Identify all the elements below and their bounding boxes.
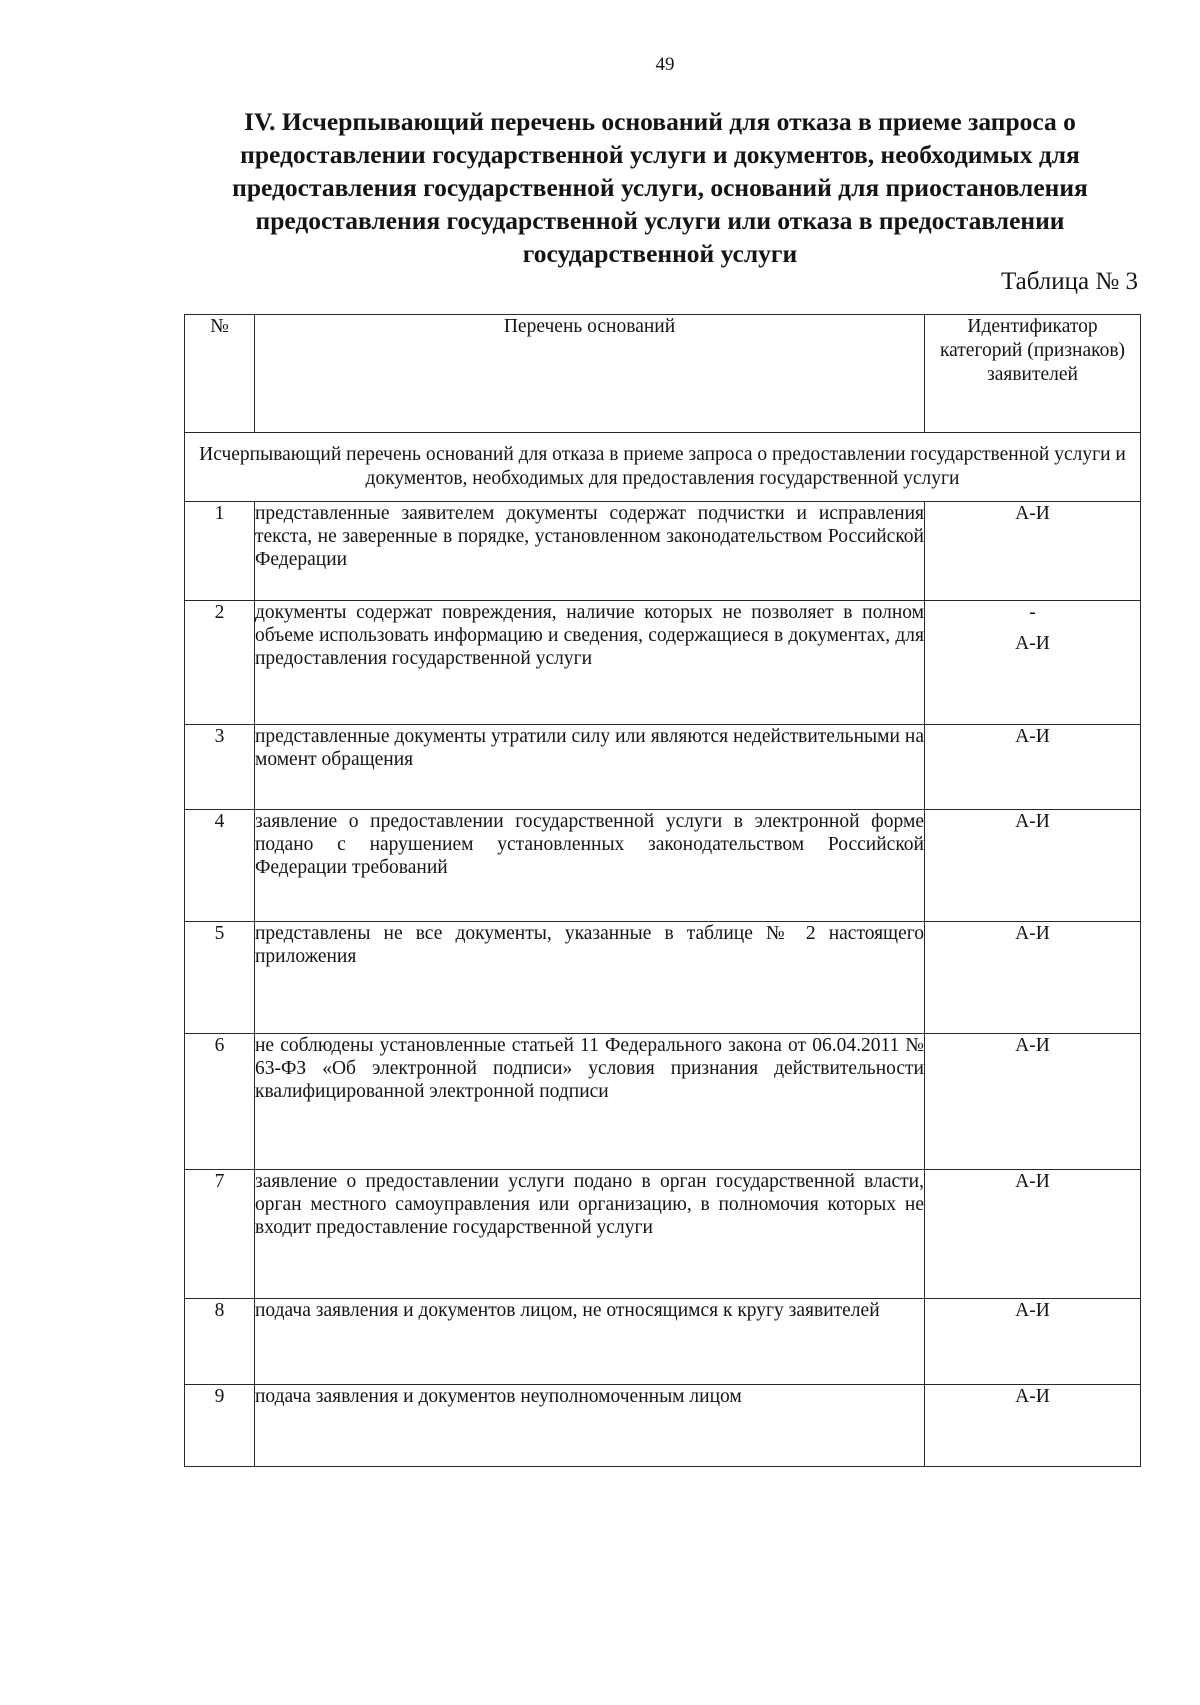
- group-title: Исчерпывающий перечень оснований для отказа в приеме запроса о предоставлении государственной услуги и документов, необходимых для предоставления государственной услуги: [185, 433, 1141, 502]
- table-row: [185, 725, 1141, 810]
- row-text: заявление о предоставлении услуги подано в орган государственной власти, орган местного самоуправления или организацию, в полномочия которых не входит предоставление государственной услуги: [255, 1170, 925, 1299]
- row-num: 5: [185, 922, 255, 1034]
- grounds-table: [184, 314, 1141, 1467]
- table-row: [185, 810, 1141, 922]
- header-grounds: Перечень оснований: [255, 315, 925, 433]
- row-text: документы содержат повреждения, наличие которых не позволяет в полном объеме использовать информацию и сведения, содержащиеся в документах, для предоставления государственной услуги: [255, 601, 925, 725]
- row-num: 6: [185, 1034, 255, 1170]
- row-identifier: А-И: [925, 1299, 1141, 1385]
- row-mark: -: [1029, 602, 1036, 623]
- row-identifier: А-И: [925, 1385, 1141, 1467]
- row-text: заявление о предоставлении государственной услуги в электронной форме подано с нарушением установленных законодательством Российской Федерации требований: [255, 810, 925, 922]
- row-num: 4: [185, 810, 255, 922]
- row-num: 9: [185, 1385, 255, 1467]
- row-num: 3: [185, 725, 255, 810]
- row-text: подача заявления и документов лицом, не относящимся к кругу заявителей: [255, 1299, 925, 1385]
- row-identifier: А-И: [925, 1170, 1141, 1299]
- row-identifier-value: А-И: [1015, 633, 1050, 654]
- row-identifier: А-И: [925, 502, 1141, 601]
- row-text: не соблюдены установленные статьей 11 Федерального закона от 06.04.2011 № 63-ФЗ «Об электронной подписи» условия признания действительности квалифицированной электронной подписи: [255, 1034, 925, 1170]
- table-header-row: [185, 315, 1141, 433]
- row-text: представленные заявителем документы содержат подчистки и исправления текста, не заверенные в порядке, установленном законодательством Российской Федерации: [255, 502, 925, 601]
- table-group-row: [185, 433, 1141, 502]
- header-num: №: [185, 315, 255, 433]
- table-row: [185, 1034, 1141, 1170]
- row-num: 8: [185, 1299, 255, 1385]
- row-identifier: А-И: [925, 725, 1141, 810]
- table-row: [185, 1385, 1141, 1467]
- page-number: 49: [655, 54, 675, 75]
- row-identifier: А-И: [925, 922, 1141, 1034]
- header-identifier: Идентификатор категорий (признаков) заявителей: [925, 315, 1141, 433]
- row-identifier: А-И: [925, 810, 1141, 922]
- row-text: представленные документы утратили силу или являются недействительными на момент обращения: [255, 725, 925, 810]
- table-row: [185, 1299, 1141, 1385]
- table-row: [185, 1170, 1141, 1299]
- row-identifier: [925, 601, 1141, 725]
- row-text: представлены не все документы, указанные в таблице № 2 настоящего приложения: [255, 922, 925, 1034]
- table-row: [185, 922, 1141, 1034]
- row-num: 2: [185, 601, 255, 725]
- row-identifier: А-И: [925, 1034, 1141, 1170]
- table-label: Таблица № 3: [1000, 268, 1138, 295]
- row-num: 1: [185, 502, 255, 601]
- table-row: [185, 601, 1141, 725]
- section-title: IV. Исчерпывающий перечень оснований для отказа в приеме запроса о предоставлении государственной услуги и документов, необходимых для предоставления государственной услуги, оснований для приостановления предоставления государственной услуги или отказа в предоставлении государственной услуги: [232, 107, 1088, 268]
- row-text: подача заявления и документов неуполномоченным лицом: [255, 1385, 925, 1467]
- table-row: [185, 502, 1141, 601]
- row-num: 7: [185, 1170, 255, 1299]
